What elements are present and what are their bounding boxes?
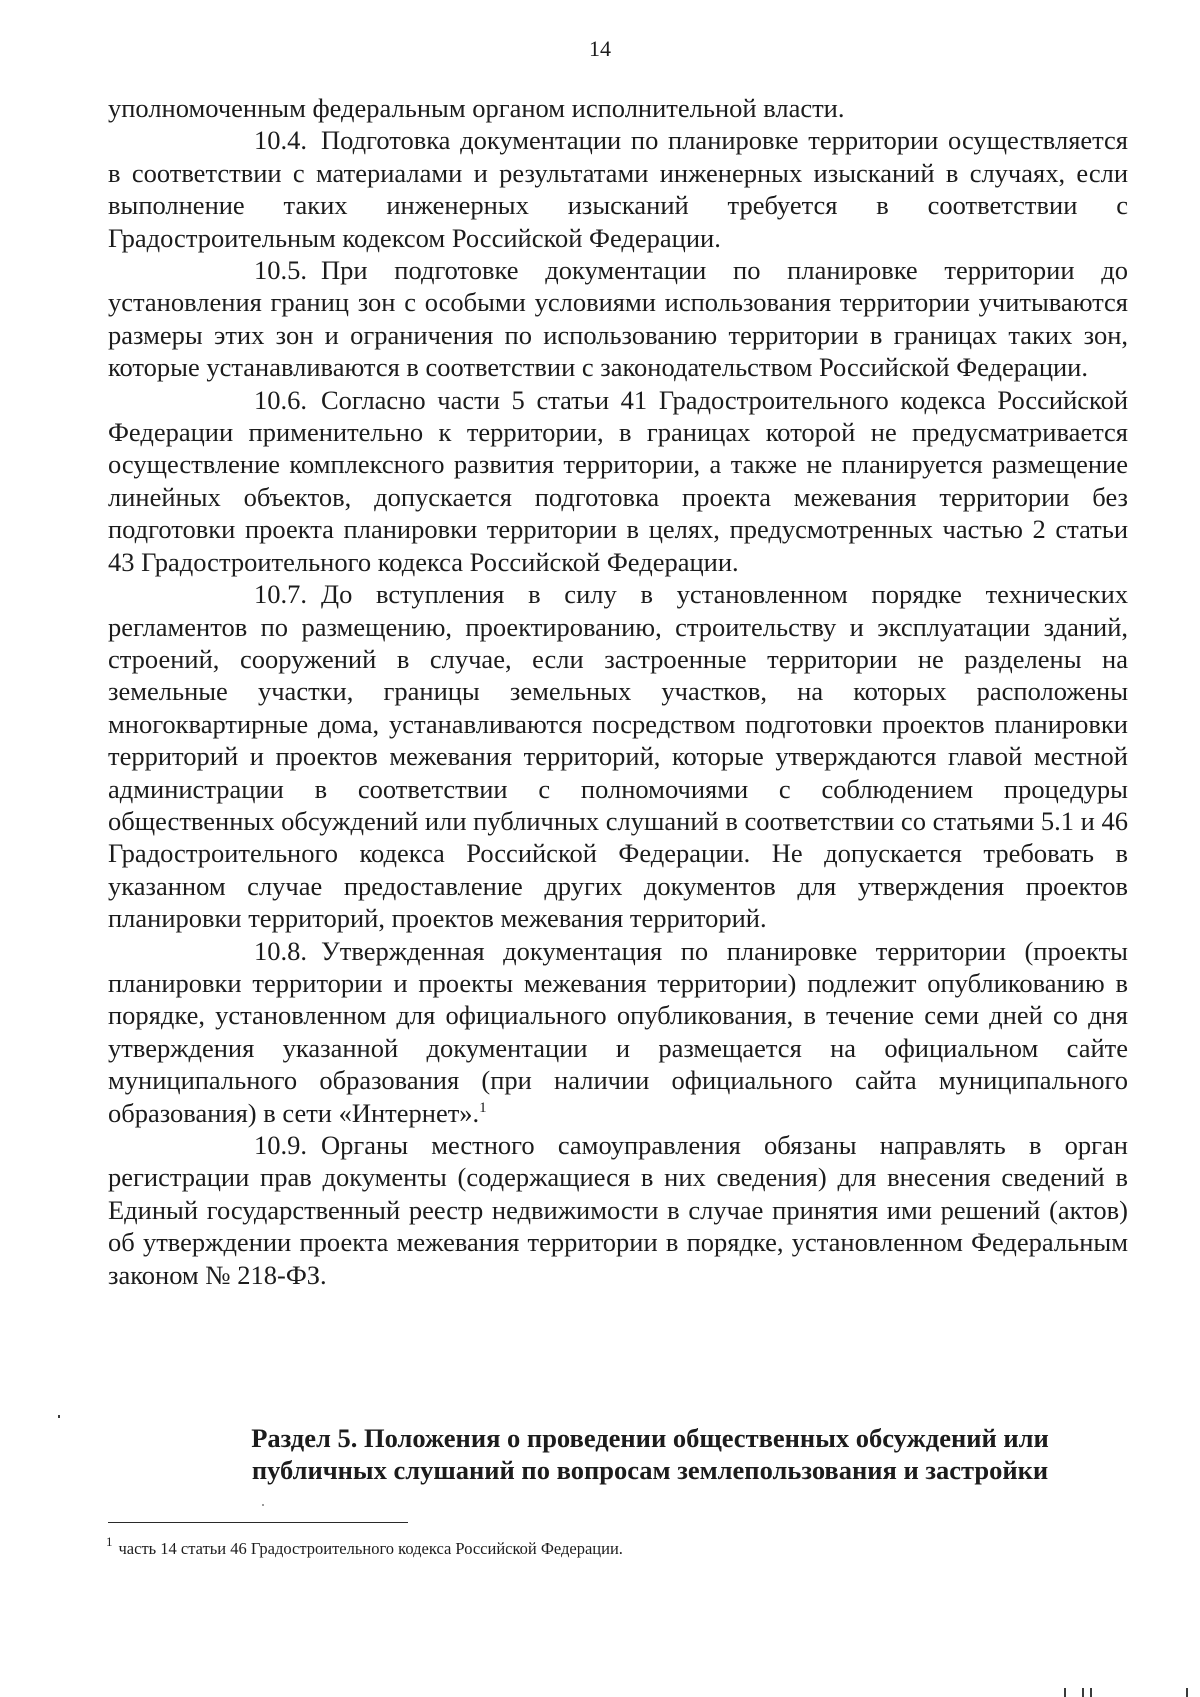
paragraph-text: Согласно части 5 статьи 41 Градостроительного кодекса Российской Федерации применительно к территории, в границах которой не предусматривается осуществление комплексного развития территории, а также не планируется размещение линейных объектов, допускается подготовка проекта межевания территории без подготовки проекта планировки территории в целях, предусмотренных частью 2 статьи 43 Градостроительного кодекса Российской Федерации. [108, 384, 1128, 577]
paragraph-number: 10.8. [254, 935, 307, 966]
paragraph-10-7 [108, 578, 1128, 934]
paragraph-text: Органы местного самоуправления обязаны направлять в орган регистрации прав документы (содержащиеся в них сведения) для внесения сведений в Единый государственный реестр недвижимости в случае принятия ими решений (актов) об утверждении проекта межевания территории в порядке, установленном Федеральным законом № 218-ФЗ. [108, 1130, 1128, 1290]
continuation-text: уполномоченным федеральным органом исполнительной власти. [108, 93, 845, 123]
footnote-reference: 1 [479, 1099, 487, 1116]
section-heading [100, 1422, 1200, 1486]
footnote-divider [108, 1522, 408, 1523]
footnote-text: часть 14 статьи 46 Градостроительного кодекса Российской Федерации. [118, 1539, 623, 1558]
footnote [106, 1534, 1106, 1560]
paragraph-text: До вступления в силу в установленном порядке технических регламентов по размещению, проектированию, строительству и эксплуатации зданий, строений, сооружений в случае, если застроенные территории не разделены на земельные участки, границы земельных участков, на которых расположены многоквартирные дома, устанавливаются посредством подготовки проектов планировки территорий и проектов межевания территорий, которые утверждаются главой местной администрации в соответствии с полномочиями с соблюдением процедуры общественных обсуждений или публичных слушаний в соответствии со статьями 5.1 и 46 Градостроительного кодекса Российской Федерации. Не допускается требовать в указанном случае предоставление других документов для утверждения проектов планировки территорий, проектов межевания территорий. [108, 579, 1128, 934]
page-number: 14 [589, 36, 611, 61]
scan-edge-mark [1186, 1688, 1188, 1697]
scan-dot [262, 1504, 264, 1506]
paragraph-number: 10.9. [254, 1130, 307, 1160]
scan-dot [58, 1415, 60, 1418]
paragraph-10-6 [108, 384, 1128, 578]
paragraph-10-4 [108, 124, 1128, 254]
paragraph-10-9 [108, 1129, 1128, 1291]
paragraph-number: 10.5. [254, 255, 307, 286]
paragraph-10-5 [108, 254, 1128, 384]
scan-edge-mark [1082, 1688, 1084, 1697]
paragraph-text: Подготовка документации по планировке территории осуществляется в соответствии с материалами и результатами инженерных изысканий в случаях, если выполнение таких инженерных изысканий требуется в соответствии с Градостроительным кодексом Российской Федерации. [108, 125, 1128, 253]
paragraph-10-8 [108, 935, 1128, 1129]
paragraph-number: 10.6. [254, 384, 307, 415]
section-heading-line: Раздел 5. Положения о проведении общественных обсуждений или [251, 1423, 1049, 1453]
paragraph-number: 10.7. [254, 579, 307, 610]
scan-edge-mark [1090, 1688, 1092, 1697]
paragraph-text: При подготовке документации по планировке территории до установления границ зон с особыми условиями использования территории учитываются размеры этих зон и ограничения по использованию территории в границах таких зон, которые устанавливаются в соответствии с законодательством Российской Федерации. [108, 255, 1128, 383]
footnote-mark: 1 [106, 1534, 113, 1549]
scan-edge-mark [1064, 1688, 1066, 1697]
paragraph-text: Утвержденная документация по планировке территории (проекты планировки территории и проекты межевания территории) подлежит опубликованию в порядке, установленном для официального опубликования, в течение семи дней со дня утверждения указанной документации и размещается на официальном сайте муниципального образования (при наличии официального сайта муниципального образования) в сети «Интернет». [108, 935, 1128, 1128]
document-body [108, 92, 1128, 1291]
section-heading-line: публичных слушаний по вопросам землепользования и застройки [251, 1455, 1049, 1485]
paragraph-number: 10.4. [254, 125, 307, 156]
